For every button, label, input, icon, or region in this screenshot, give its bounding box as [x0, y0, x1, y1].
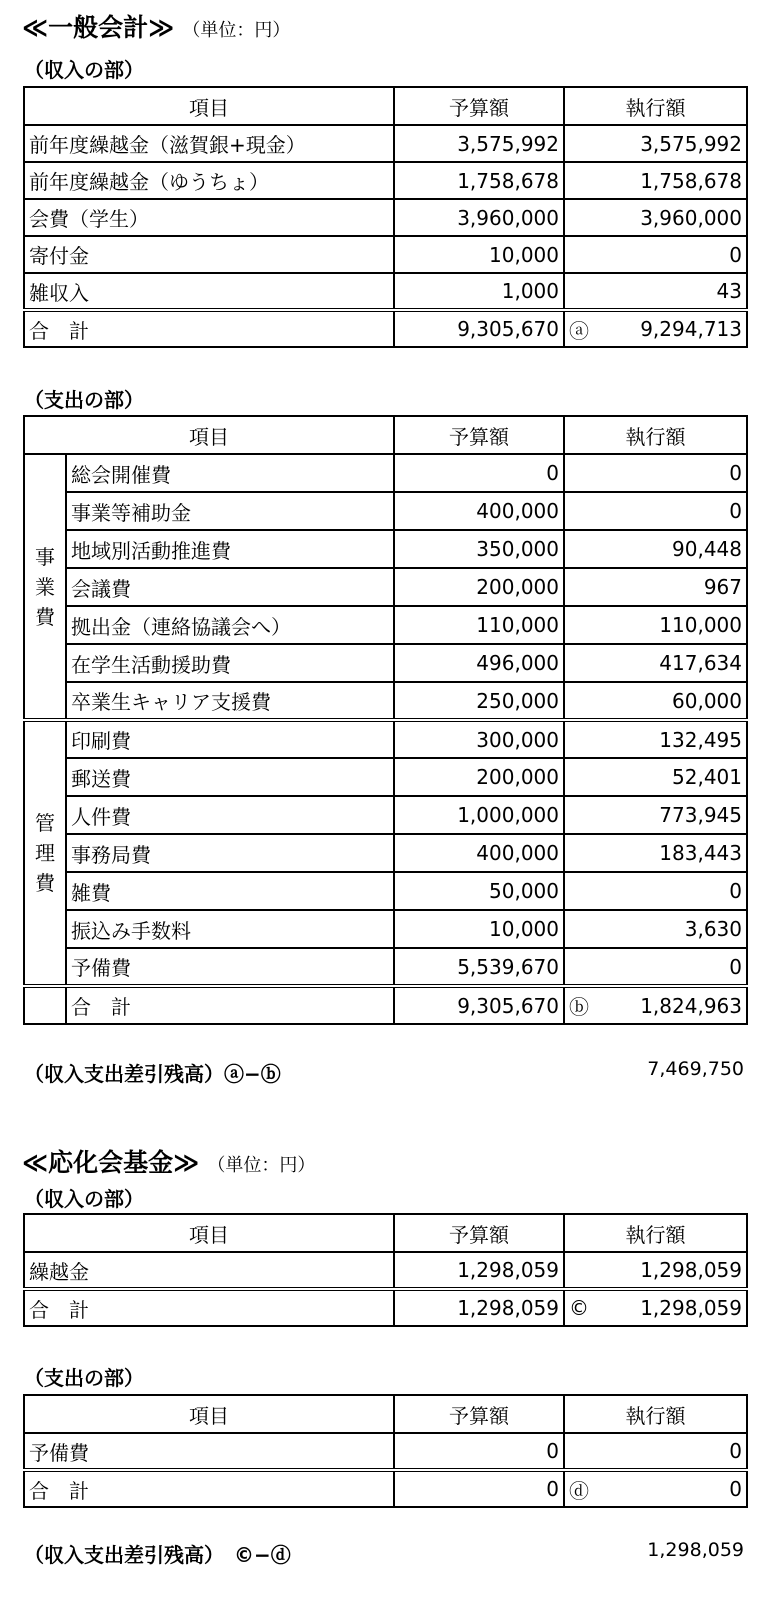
row-item: 繰越金	[24, 1252, 394, 1289]
row-budget: 1,758,678	[394, 162, 564, 199]
header-actual: 執行額	[564, 1395, 747, 1433]
table-row	[24, 796, 747, 834]
category-business	[24, 454, 66, 720]
row-budget: 0	[394, 1433, 564, 1470]
row-item: 人件費	[66, 796, 394, 834]
balance-value: 7,469,750	[647, 1058, 744, 1080]
general-expense-heading: （支出の部）	[24, 388, 144, 412]
header-actual: 執行額	[564, 1214, 747, 1252]
total-marker: ⓓ	[564, 1470, 595, 1507]
total-marker: ⓑ	[564, 986, 595, 1024]
total-label: 合 計	[24, 310, 394, 347]
general-income-table	[23, 86, 748, 348]
table-row	[24, 644, 747, 682]
row-actual: 183,443	[564, 834, 747, 872]
row-actual: 110,000	[564, 606, 747, 644]
balance-label: （収入支出差引残高）ⓐ−ⓑ	[24, 1062, 281, 1086]
general-expense-table	[23, 415, 748, 1025]
row-budget: 3,960,000	[394, 199, 564, 236]
total-actual: 9,294,713	[595, 310, 747, 347]
row-budget: 5,539,670	[394, 948, 564, 986]
table-row	[24, 236, 747, 273]
header-item: 項目	[24, 87, 394, 125]
table-row	[24, 872, 747, 910]
row-budget: 1,298,059	[394, 1252, 564, 1289]
table-row	[24, 682, 747, 720]
row-item: 総会開催費	[66, 454, 394, 492]
row-budget: 200,000	[394, 758, 564, 796]
row-budget: 1,000	[394, 273, 564, 310]
row-budget: 1,000,000	[394, 796, 564, 834]
row-item: 印刷費	[66, 720, 394, 758]
table-row	[24, 1252, 747, 1289]
table-row	[24, 530, 747, 568]
row-budget: 496,000	[394, 644, 564, 682]
table-row	[24, 1433, 747, 1470]
header-actual: 執行額	[564, 416, 747, 454]
table-row	[24, 492, 747, 530]
total-budget: 9,305,670	[394, 310, 564, 347]
general-title-text: ≪一般会計≫	[22, 13, 175, 42]
row-actual: 3,575,992	[564, 125, 747, 162]
row-item: 雑費	[66, 872, 394, 910]
row-item: 前年度繰越金（ゆうちょ）	[24, 162, 394, 199]
header-item: 項目	[24, 1214, 394, 1252]
row-actual: 132,495	[564, 720, 747, 758]
general-account-title	[22, 8, 290, 44]
row-actual: 43	[564, 273, 747, 310]
table-row	[24, 162, 747, 199]
header-budget: 予算額	[394, 1214, 564, 1252]
table-row	[24, 948, 747, 986]
row-budget: 3,575,992	[394, 125, 564, 162]
total-actual: 0	[595, 1470, 747, 1507]
row-budget: 10,000	[394, 910, 564, 948]
table-row	[24, 834, 747, 872]
row-budget: 50,000	[394, 872, 564, 910]
total-budget: 1,298,059	[394, 1289, 564, 1326]
row-item: 事務局費	[66, 834, 394, 872]
row-item: 地域別活動推進費	[66, 530, 394, 568]
row-actual: 90,448	[564, 530, 747, 568]
row-actual: 1,298,059	[564, 1252, 747, 1289]
row-actual: 0	[564, 948, 747, 986]
fund-expense-heading: （支出の部）	[24, 1366, 144, 1390]
total-row	[24, 310, 747, 347]
general-unit: （単位：円）	[182, 20, 291, 41]
fund-balance	[24, 1539, 744, 1568]
total-row	[24, 1470, 747, 1507]
row-budget: 300,000	[394, 720, 564, 758]
row-actual: 0	[564, 454, 747, 492]
row-actual: 3,960,000	[564, 199, 747, 236]
row-actual: 773,945	[564, 796, 747, 834]
row-actual: 0	[564, 236, 747, 273]
table-row	[24, 125, 747, 162]
row-item: 予備費	[66, 948, 394, 986]
header-actual: 執行額	[564, 87, 747, 125]
row-actual: 3,630	[564, 910, 747, 948]
table-header-row	[24, 1395, 747, 1433]
category-admin	[24, 720, 66, 986]
total-label: 合 計	[24, 1289, 394, 1326]
table-row	[24, 273, 747, 310]
total-budget: 9,305,670	[394, 986, 564, 1024]
balance-value: 1,298,059	[647, 1539, 744, 1561]
fund-income-table	[23, 1213, 748, 1327]
row-item: 在学生活動援助費	[66, 644, 394, 682]
row-item: 会議費	[66, 568, 394, 606]
table-header-row	[24, 416, 747, 454]
balance-label: （収入支出差引残高） ©−ⓓ	[24, 1543, 291, 1567]
row-actual: 52,401	[564, 758, 747, 796]
table-row	[24, 720, 747, 758]
table-row	[24, 606, 747, 644]
header-item: 項目	[24, 1395, 394, 1433]
row-budget: 10,000	[394, 236, 564, 273]
general-balance	[24, 1058, 744, 1087]
row-item: 事業等補助金	[66, 492, 394, 530]
row-item: 郵送費	[66, 758, 394, 796]
row-item: 雑収入	[24, 273, 394, 310]
total-marker: ©	[564, 1289, 595, 1326]
total-category-blank	[24, 986, 66, 1024]
row-actual: 0	[564, 492, 747, 530]
table-header-row	[24, 1214, 747, 1252]
row-item: 寄付金	[24, 236, 394, 273]
row-item: 前年度繰越金（滋賀銀+現金）	[24, 125, 394, 162]
total-row	[24, 986, 747, 1024]
total-actual: 1,298,059	[595, 1289, 747, 1326]
row-item: 卒業生キャリア支援費	[66, 682, 394, 720]
fund-expense-table	[23, 1394, 748, 1508]
row-actual: 60,000	[564, 682, 747, 720]
row-actual: 967	[564, 568, 747, 606]
row-budget: 250,000	[394, 682, 564, 720]
total-marker: ⓐ	[564, 310, 595, 347]
category-label: 事業費	[35, 544, 55, 629]
header-item: 項目	[24, 416, 394, 454]
general-income-heading: （収入の部）	[24, 58, 144, 82]
total-budget: 0	[394, 1470, 564, 1507]
table-row	[24, 758, 747, 796]
total-label: 合 計	[24, 1470, 394, 1507]
fund-account-title	[22, 1143, 315, 1179]
row-budget: 0	[394, 454, 564, 492]
table-row	[24, 568, 747, 606]
table-row	[24, 199, 747, 236]
header-budget: 予算額	[394, 416, 564, 454]
table-row	[24, 910, 747, 948]
row-item: 会費（学生）	[24, 199, 394, 236]
row-budget: 400,000	[394, 492, 564, 530]
row-actual: 0	[564, 872, 747, 910]
row-budget: 400,000	[394, 834, 564, 872]
row-item: 予備費	[24, 1433, 394, 1470]
row-budget: 350,000	[394, 530, 564, 568]
header-budget: 予算額	[394, 87, 564, 125]
total-row	[24, 1289, 747, 1326]
row-item: 拠出金（連絡協議会へ）	[66, 606, 394, 644]
category-label: 管理費	[35, 811, 55, 895]
fund-unit: （単位：円）	[207, 1155, 316, 1176]
row-budget: 200,000	[394, 568, 564, 606]
row-actual: 0	[564, 1433, 747, 1470]
row-actual: 417,634	[564, 644, 747, 682]
total-label: 合 計	[66, 986, 394, 1024]
row-actual: 1,758,678	[564, 162, 747, 199]
fund-title-text: ≪応化会基金≫	[22, 1148, 200, 1177]
row-budget: 110,000	[394, 606, 564, 644]
table-row	[24, 454, 747, 492]
total-actual: 1,824,963	[595, 986, 747, 1024]
header-budget: 予算額	[394, 1395, 564, 1433]
row-item: 振込み手数料	[66, 910, 394, 948]
fund-income-heading: （収入の部）	[24, 1187, 144, 1211]
table-header-row	[24, 87, 747, 125]
